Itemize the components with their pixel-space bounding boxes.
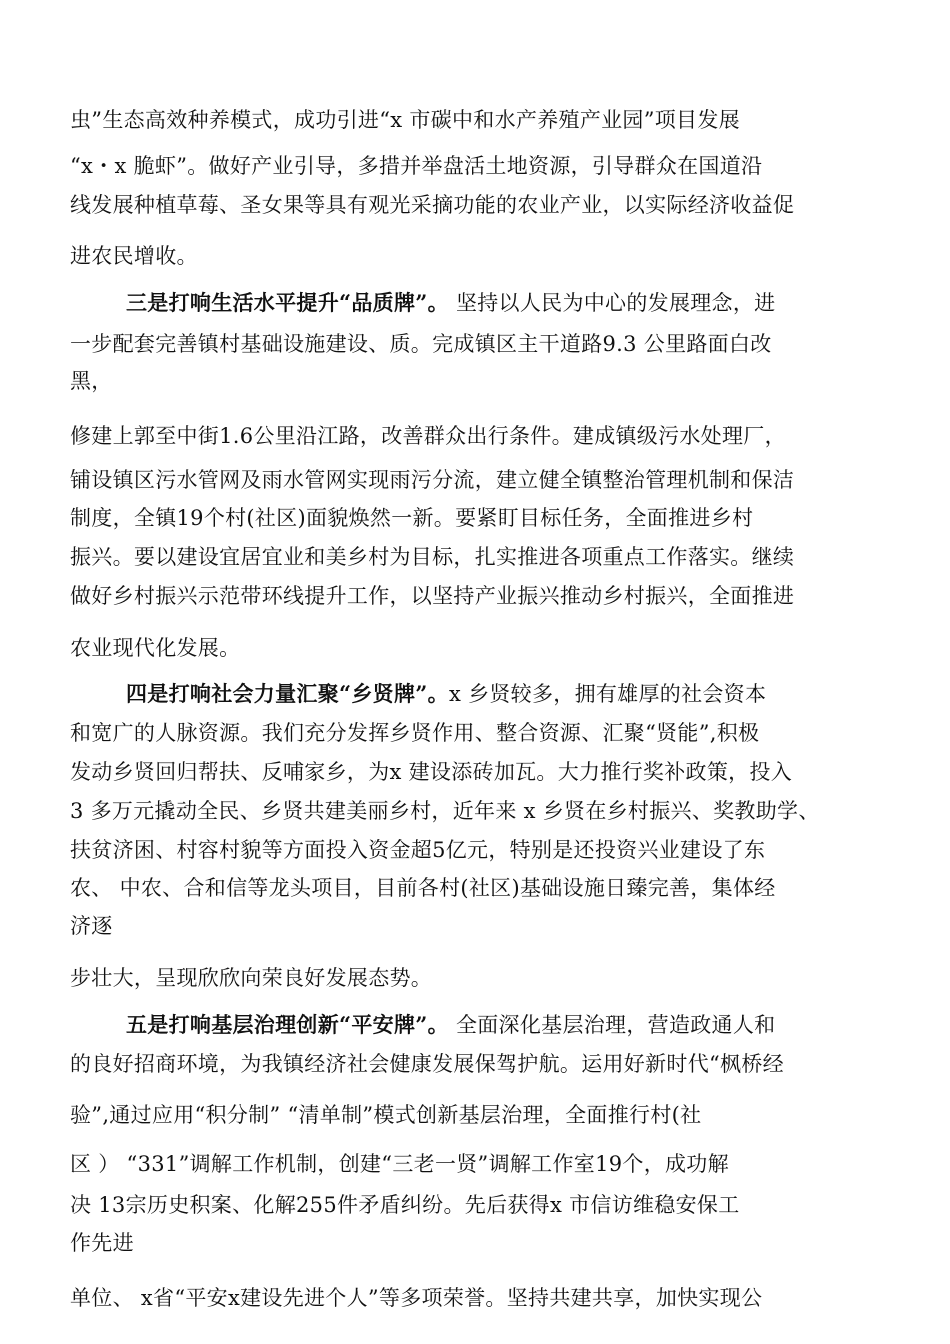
text-line: 决 13宗历史积案、化解255件矛盾纠纷。先后获得x 市信访维稳安保工 <box>70 1193 740 1217</box>
text-line: 的良好招商环境，为我镇经济社会健康发展保驾护航。运用好新时代“枫桥经 <box>70 1052 784 1076</box>
text-line: 扶贫济困、村容村貌等方面投入资金超5亿元，特别是还投资兴业建设了东 <box>70 838 766 862</box>
text-line: 区 ） “331”调解工作机制，创建“三老一贤”调解工作室19个，成功解 <box>70 1152 729 1176</box>
paragraph-heading: 四是打响社会力量汇聚“乡贤牌”。 <box>126 681 449 706</box>
text-line: 单位、 x省“平安x建设先进个人”等多项荣誉。坚持共建共享，加快实现公 <box>70 1286 763 1310</box>
paragraph-text: x 乡贤较多，拥有雄厚的社会资本 <box>448 682 767 706</box>
text-line: 3 多万元撬动全民、乡贤共建美丽乡村，近年来 x 乡贤在乡村振兴、奖教助学、 <box>70 799 820 823</box>
text-line: 虫”生态高效种养模式，成功引进“x 市碳中和水产养殖产业园”项目发展 <box>70 108 740 132</box>
text-line: 做好乡村振兴示范带环线提升工作，以坚持产业振兴推动乡村振兴，全面推进 <box>70 584 795 608</box>
paragraph-heading: 三是打响生活水平提升“品质牌”。 <box>126 290 449 315</box>
text-line: 黑， <box>70 369 113 393</box>
paragraph-5-first-line <box>126 1011 890 1039</box>
text-line: 步壮大，呈现欣欣向荣良好发展态势。 <box>70 966 433 990</box>
text-line: 农业现代化发展。 <box>70 636 241 660</box>
paragraph-text: 全面深化基层治理，营造政通人和 <box>448 1013 776 1037</box>
text-line: 制度，全镇19个村(社区)面貌焕然一新。要紧盯目标任务，全面推进乡村 <box>70 506 754 530</box>
paragraph-3-first-line <box>126 289 890 317</box>
paragraph-4-first-line <box>126 680 890 708</box>
text-line: 铺设镇区污水管网及雨水管网实现雨污分流，建立健全镇整治管理机制和保洁 <box>70 468 795 492</box>
text-line: 振兴。要以建设宜居宜业和美乡村为目标，扎实推进各项重点工作落实。继续 <box>70 545 795 569</box>
text-line: 线发展种植草莓、圣女果等具有观光采摘功能的农业产业，以实际经济收益促 <box>70 193 795 217</box>
text-line: 一步配套完善镇村基础设施建设、质。完成镇区主干道路9.3 公里路面白改 <box>70 332 772 356</box>
paragraph-text: 坚持以人民为中心的发展理念，进 <box>448 291 776 315</box>
text-line: 发动乡贤回归帮扶、反哺家乡，为x 建设添砖加瓦。大力推行奖补政策，投入 <box>70 760 793 784</box>
text-line: 作先进 <box>70 1231 134 1255</box>
text-line: 进农民增收。 <box>70 244 198 268</box>
text-line: 验”,通过应用“积分制” “清单制”模式创新基层治理，全面推行村(社 <box>70 1103 702 1127</box>
text-line: 农、 中农、合和信等龙头项目，目前各村(社区)基础设施日臻完善，集体经 <box>70 876 776 900</box>
paragraph-heading: 五是打响基层治理创新“平安牌”。 <box>126 1012 449 1037</box>
text-line: 济逐 <box>70 914 113 938</box>
text-line: “x・x 脆虾”。做好产业引导，多措并举盘活土地资源，引导群众在国道沿 <box>70 154 763 178</box>
text-line: 修建上郭至中街1.6公里沿江路，改善群众出行条件。建成镇级污水处理厂， <box>70 424 786 448</box>
text-line: 和宽广的人脉资源。我们充分发挥乡贤作用、整合资源、汇聚“贤能”,积极 <box>70 721 760 745</box>
